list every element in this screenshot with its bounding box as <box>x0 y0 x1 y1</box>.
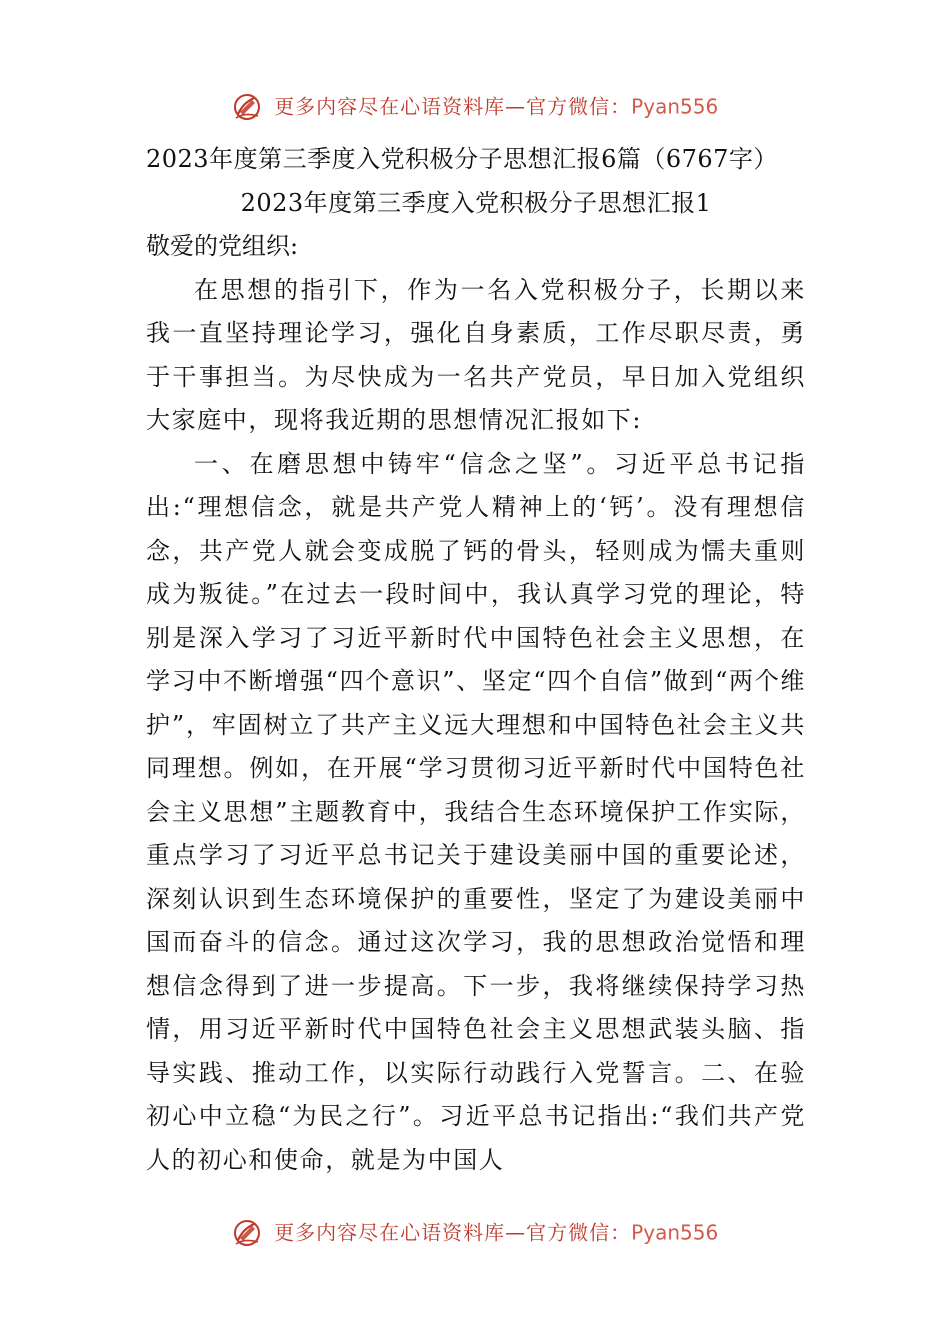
watermark-text: 更多内容尽在心语资料库—官方微信： <box>274 94 632 119</box>
watermark-text: 更多内容尽在心语资料库—官方微信： <box>274 1220 632 1245</box>
document-title: 2023年度第三季度入党积极分子思想汇报6篇（6767字） <box>146 145 778 173</box>
header-watermark <box>0 88 950 122</box>
document-subtitle: 2023年度第三季度入党积极分子思想汇报1 <box>240 188 712 217</box>
watermark-wechat-id: Pyan556 <box>631 1220 719 1245</box>
pen-signature-icon <box>232 1218 262 1248</box>
footer-watermark <box>0 1214 950 1248</box>
salutation: 敬爱的党组织: <box>146 232 299 260</box>
body-paragraph: 一、在磨思想中铸牢“信念之坚”。习近平总书记指出:“理想信念，就是共产党人精神上的‘钙’。没有理想信念，共产党人就会变成脱了钙的骨头，轻则成为懦夫重则成为叛徒。”在过去一段时间中，我认真学习党的理论，特别是深入学习了习近平新时代中国特色社会主义思想，在学习中不断增强“四个意识”、坚定“四个自信”做到“两个维护”，牢固树立了共产主义远大理想和中国特色社会主义共同理想。例如，在开展“学习贯彻习近平新时代中国特色社会主义思想”主题教育中，我结合生态环境保护工作实际，重点学习了习近平总书记关于建设美丽中国的重要论述，深刻认识到生态环境保护的重要性，坚定了为建设美丽中国而奋斗的信念。通过这次学习，我的思想政治觉悟和理想信念得到了进一步提高。下一步，我将继续保持学习热情，用习近平新时代中国特色社会主义思想武装头脑、指导实践、推动工作，以实际行动践行入党誓言。二、在验初心中立稳“为民之行”。习近平总书记指出:“我们共产党人的初心和使命，就是为中国人 <box>146 449 806 1174</box>
body-paragraph: 在思想的指引下，作为一名入党积极分子，长期以来我一直坚持理论学习，强化自身素质，工作尽职尽责，勇于干事担当。为尽快成为一名共产党员，早日加入党组织大家庭中，现将我近期的思想情况汇报如下: <box>146 275 806 434</box>
watermark-wechat-id: Pyan556 <box>631 94 719 119</box>
pen-signature-icon <box>232 92 262 122</box>
document-body <box>146 138 806 1182</box>
